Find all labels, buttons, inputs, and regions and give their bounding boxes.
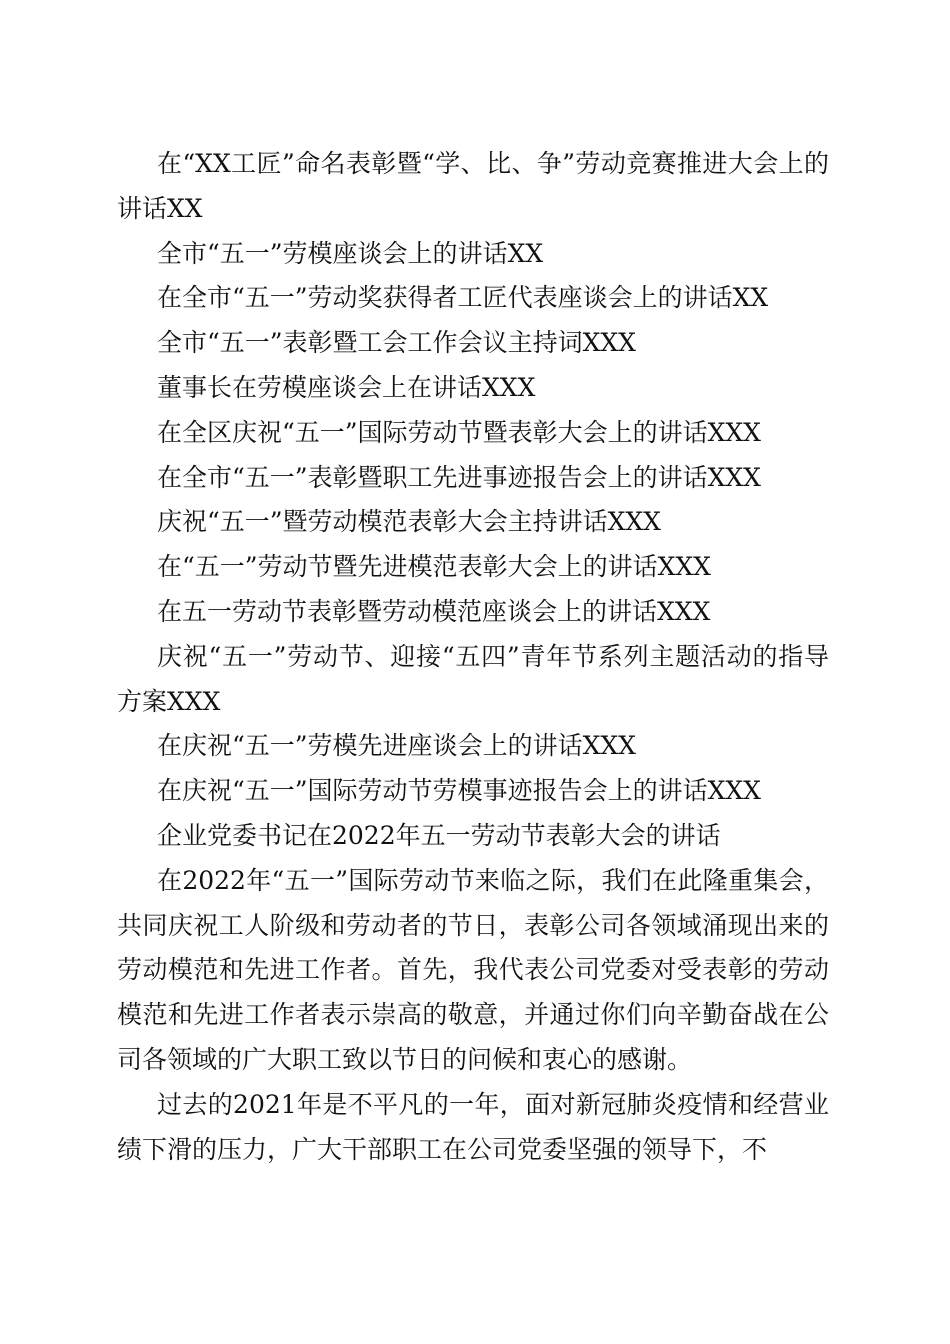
title-item-7: 在全市“五一”表彰暨职工先进事迹报告会上的讲话XXX <box>157 462 761 492</box>
body-paragraph-1: 在2022年“五一”国际劳动节来临之际，我们在此隆重集会，共同庆祝工人阶级和劳动者的节日，表彰公司各领域涌现出来的劳动模范和先进工作者。首先，我代表公司党委对受表彰的劳动模范和先进工作者表示崇高的敬意，并通过你们向辛勤奋战在公司各领域的广大职工致以节日的问候和衷心的感谢。 <box>117 865 829 1074</box>
title-item-13: 在庆祝“五一”国际劳动节劳模事迹报告会上的讲话XXX <box>157 776 761 806</box>
title-item-6: 在全区庆祝“五一”国际劳动节暨表彰大会上的讲话XXX <box>157 417 761 447</box>
title-item-11: 庆祝“五一”劳动节、迎接“五四”青年节系列主题活动的指导方案XXX <box>117 641 829 716</box>
body-paragraph-2: 过去的2021年是不平凡的一年，面对新冠肺炎疫情和经营业绩下滑的压力，广大干部职工在公司党委坚强的领导下，不 <box>117 1089 829 1164</box>
title-item-8: 庆祝“五一”暨劳动模范表彰大会主持讲话XXX <box>157 507 661 537</box>
title-item-9: 在“五一”劳动节暨先进模范表彰大会上的讲话XXX <box>157 552 711 582</box>
title-item-12: 在庆祝“五一”劳模先进座谈会上的讲话XXX <box>157 731 636 761</box>
title-item-2: 全市“五一”劳模座谈会上的讲话XX <box>157 238 544 268</box>
title-item-3: 在全市“五一”劳动奖获得者工匠代表座谈会上的讲话XX <box>157 283 769 313</box>
title-item-4: 全市“五一”表彰暨工会工作会议主持词XXX <box>157 328 636 358</box>
document-page <box>117 142 829 1172</box>
title-item-10: 在五一劳动节表彰暨劳动模范座谈会上的讲话XXX <box>157 596 711 626</box>
title-item-5: 董事长在劳模座谈会上在讲话XXX <box>157 372 536 402</box>
title-item-14: 企业党委书记在2022年五一劳动节表彰大会的讲话 <box>157 820 721 850</box>
title-item-1: 在“XX工匠”命名表彰暨“学、比、争”劳动竞赛推进大会上的讲话XX <box>117 149 829 223</box>
